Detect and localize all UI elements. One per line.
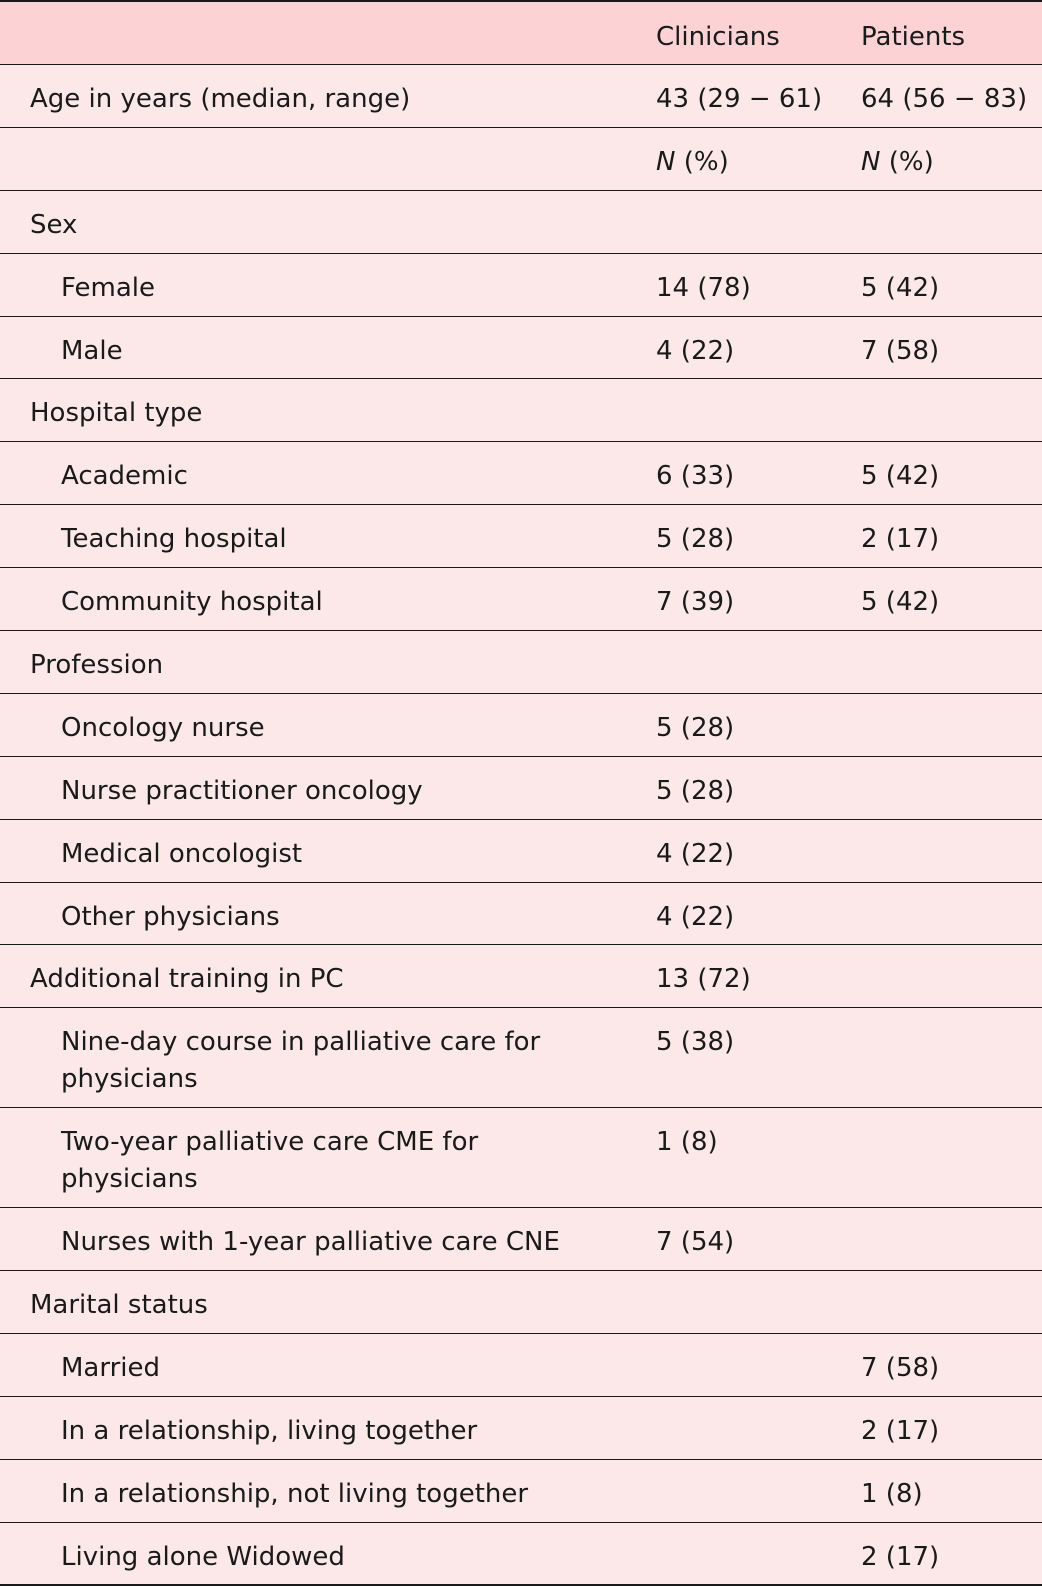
- table-row: [0, 820, 1042, 883]
- patients-cell: [827, 757, 1042, 773]
- row-label: Teaching hospital: [61, 524, 287, 555]
- patients-cell: 5 (42): [861, 587, 940, 618]
- row-label: In a relationship, living together: [61, 1416, 478, 1447]
- row-label: Nurses with 1-year palliative care CNE: [61, 1227, 560, 1258]
- table-row: [0, 1523, 1042, 1586]
- patients-cell: [827, 631, 1042, 647]
- patients-cell: 2 (17): [861, 524, 940, 555]
- table-row: [0, 945, 1042, 1008]
- clinicians-unit-cell: [624, 128, 827, 181]
- table-row: [0, 1334, 1042, 1397]
- clinicians-cell: [624, 1334, 827, 1350]
- clinicians-cell: [624, 631, 827, 647]
- row-label: Male: [61, 335, 123, 366]
- header-clinicians: Clinicians: [656, 22, 780, 52]
- row-label: Oncology nurse: [61, 712, 265, 743]
- row-label: Sex: [30, 209, 78, 240]
- clinicians-cell: 7 (54): [656, 1227, 735, 1258]
- table-row: [0, 757, 1042, 820]
- table-row: [0, 1208, 1042, 1271]
- row-label: Other physicians: [61, 901, 280, 932]
- patients-cell: 5 (42): [861, 272, 940, 303]
- row-label: Marital status: [30, 1290, 208, 1321]
- table-header-row: [0, 2, 1042, 65]
- clinicians-cell: 4 (22): [656, 335, 735, 366]
- clinicians-cell: [624, 1460, 827, 1476]
- row-label: Nurse practitioner oncology: [61, 775, 423, 806]
- patients-cell: 64 (56 − 83): [861, 84, 1028, 114]
- clinicians-cell: 4 (22): [656, 901, 735, 932]
- patients-cell: [827, 1108, 1042, 1124]
- table-row: [0, 631, 1042, 694]
- row-label: Living alone Widowed: [61, 1541, 345, 1572]
- table-row: [0, 1008, 1042, 1108]
- table-row: [0, 254, 1042, 317]
- patients-cell: 7 (58): [861, 335, 940, 366]
- patients-cell: [827, 883, 1042, 899]
- clinicians-cell: [624, 1397, 827, 1413]
- clinicians-cell: 4 (22): [656, 838, 735, 869]
- patients-cell: [827, 820, 1042, 836]
- age-row: [0, 65, 1042, 128]
- table-row: [0, 1460, 1042, 1523]
- row-label: Hospital type: [30, 398, 203, 429]
- row-label: [0, 128, 624, 144]
- patients-cell: [827, 379, 1042, 395]
- table-row: [0, 505, 1042, 568]
- clinicians-cell: 7 (39): [656, 587, 735, 618]
- table-row: [0, 317, 1042, 380]
- clinicians-cell: 5 (28): [656, 524, 735, 555]
- patients-cell: [827, 191, 1042, 207]
- clinicians-cell: 14 (78): [656, 272, 751, 303]
- clinicians-cell: 43 (29 − 61): [656, 84, 823, 114]
- patients-cell: [827, 945, 1042, 961]
- clinicians-cell: 5 (28): [656, 712, 735, 743]
- header-patients: Patients: [861, 22, 966, 52]
- table-row: [0, 883, 1042, 946]
- clinicians-cell: 13 (72): [656, 964, 751, 995]
- row-label: Female: [61, 272, 156, 303]
- row-label: Two-year palliative care CME for physicians: [61, 1127, 479, 1195]
- table-body: [0, 191, 1042, 1586]
- table-row: [0, 568, 1042, 631]
- table-row: [0, 694, 1042, 757]
- patients-cell: 7 (58): [861, 1353, 940, 1384]
- table-row: [0, 191, 1042, 254]
- units-row: [0, 128, 1042, 191]
- table-row: [0, 442, 1042, 505]
- patients-cell: 1 (8): [861, 1478, 923, 1509]
- patients-cell: 5 (42): [861, 461, 940, 492]
- row-label: Medical oncologist: [61, 838, 303, 869]
- clinicians-cell: [624, 1271, 827, 1287]
- clinicians-cell: 1 (8): [656, 1127, 718, 1158]
- row-label: Community hospital: [61, 587, 323, 618]
- patients-cell: [827, 694, 1042, 710]
- patients-cell: [827, 1008, 1042, 1024]
- row-label: Additional training in PC: [30, 964, 344, 995]
- clinicians-cell: [624, 191, 827, 207]
- clinicians-cell: [624, 1523, 827, 1539]
- patients-unit-cell: [827, 128, 1042, 181]
- row-label: Age in years (median, range): [30, 84, 411, 114]
- patients-cell: 2 (17): [861, 1541, 940, 1572]
- clinicians-cell: 5 (28): [656, 775, 735, 806]
- percent-label: (%): [880, 146, 934, 177]
- row-label: Academic: [61, 461, 188, 492]
- patients-cell: 2 (17): [861, 1416, 940, 1447]
- table-row: [0, 1271, 1042, 1334]
- header-label-cell: [0, 2, 624, 18]
- table-row: [0, 1108, 1042, 1208]
- row-label: Nine-day course in palliative care for physicians: [61, 1027, 541, 1095]
- row-label: In a relationship, not living together: [61, 1478, 529, 1509]
- row-label: Profession: [30, 650, 164, 681]
- table-row: [0, 379, 1042, 442]
- patients-cell: [827, 1208, 1042, 1224]
- row-label: Married: [61, 1353, 161, 1384]
- clinicians-cell: [624, 379, 827, 395]
- n-symbol: N: [656, 146, 676, 177]
- clinicians-cell: 6 (33): [656, 461, 735, 492]
- percent-label: (%): [675, 146, 729, 177]
- clinicians-cell: 5 (38): [656, 1027, 735, 1058]
- n-symbol: N: [861, 146, 881, 177]
- patients-cell: [827, 1271, 1042, 1287]
- table-row: [0, 1397, 1042, 1460]
